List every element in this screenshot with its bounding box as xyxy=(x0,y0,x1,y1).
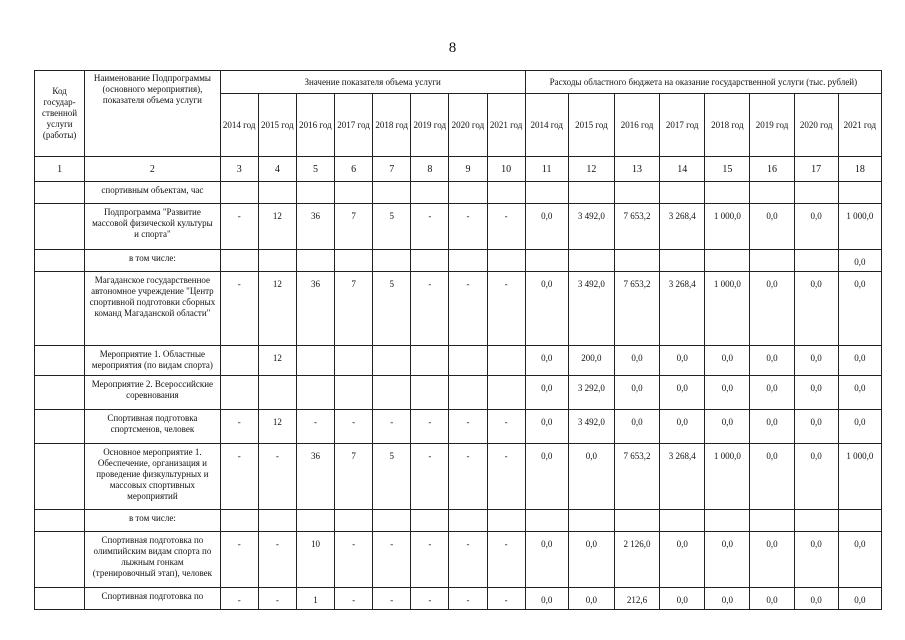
cell-indicator: - xyxy=(487,272,525,346)
cell-indicator xyxy=(449,510,487,532)
cell-expense: 0,0 xyxy=(660,588,705,610)
column-number: 9 xyxy=(449,157,487,182)
cell-indicator xyxy=(487,182,525,204)
cell-expense: 7 653,2 xyxy=(614,204,659,250)
cell-indicator xyxy=(335,346,373,376)
cell-indicator: - xyxy=(411,588,449,610)
cell-expense: 0,0 xyxy=(794,444,838,510)
cell-indicator: - xyxy=(220,204,258,250)
cell-code xyxy=(35,588,85,610)
cell-indicator xyxy=(296,250,334,272)
cell-indicator xyxy=(373,376,411,410)
cell-indicator xyxy=(373,510,411,532)
cell-indicator xyxy=(220,250,258,272)
cell-indicator xyxy=(487,346,525,376)
cell-expense: 0,0 xyxy=(660,410,705,444)
cell-expense: 0,0 xyxy=(525,272,568,346)
cell-expense: 0,0 xyxy=(838,376,881,410)
cell-expense xyxy=(525,182,568,204)
cell-indicator xyxy=(449,376,487,410)
cell-expense xyxy=(838,182,881,204)
header-exp-year: 2016 год xyxy=(614,94,659,157)
cell-expense: 0,0 xyxy=(838,532,881,588)
cell-indicator: - xyxy=(487,588,525,610)
cell-indicator xyxy=(258,182,296,204)
cell-name: Основное мероприятие 1. Обеспечение, организация и проведение физкультурных и массовых спортивных мероприятий xyxy=(85,444,220,510)
header-ind-year: 2015 год xyxy=(258,94,296,157)
cell-code xyxy=(35,204,85,250)
cell-indicator: 1 xyxy=(296,588,334,610)
cell-name: Мероприятие 2. Всероссийские соревнования xyxy=(85,376,220,410)
cell-indicator: - xyxy=(220,410,258,444)
cell-expense: 0,0 xyxy=(838,346,881,376)
column-number: 2 xyxy=(85,157,220,182)
cell-name: Спортивная подготовка по xyxy=(85,588,220,610)
column-number-row xyxy=(35,157,882,182)
table-row xyxy=(35,588,882,610)
cell-expense: 0,0 xyxy=(660,346,705,376)
column-number: 17 xyxy=(794,157,838,182)
cell-indicator: 12 xyxy=(258,204,296,250)
column-number: 11 xyxy=(525,157,568,182)
cell-name: Подпрограмма "Развитие массовой физической культуры и спорта" xyxy=(85,204,220,250)
header-ind-year: 2017 год xyxy=(335,94,373,157)
cell-indicator xyxy=(487,376,525,410)
cell-indicator: - xyxy=(411,444,449,510)
cell-expense: 3 268,4 xyxy=(660,444,705,510)
cell-indicator: - xyxy=(449,588,487,610)
table-row xyxy=(35,182,882,204)
cell-indicator: - xyxy=(335,588,373,610)
cell-expense: 3 492,0 xyxy=(568,272,614,346)
cell-expense: 0,0 xyxy=(750,444,794,510)
cell-indicator xyxy=(411,346,449,376)
cell-expense xyxy=(705,250,750,272)
cell-indicator: 5 xyxy=(373,204,411,250)
cell-indicator: 5 xyxy=(373,444,411,510)
cell-expense: 0,0 xyxy=(750,204,794,250)
table-row xyxy=(35,510,882,532)
cell-expense: 0,0 xyxy=(660,376,705,410)
cell-indicator: 7 xyxy=(335,444,373,510)
cell-expense: 0,0 xyxy=(568,444,614,510)
cell-expense: 0,0 xyxy=(838,272,881,346)
cell-expense: 0,0 xyxy=(794,204,838,250)
cell-indicator: - xyxy=(449,444,487,510)
cell-code xyxy=(35,410,85,444)
cell-indicator xyxy=(258,510,296,532)
column-number: 1 xyxy=(35,157,85,182)
cell-indicator xyxy=(296,182,334,204)
cell-indicator: - xyxy=(487,410,525,444)
cell-code xyxy=(35,444,85,510)
cell-expense xyxy=(794,250,838,272)
cell-expense: 200,0 xyxy=(568,346,614,376)
cell-name: Мероприятие 1. Областные мероприятия (по видам спорта) xyxy=(85,346,220,376)
cell-indicator: - xyxy=(411,272,449,346)
cell-expense: 212,6 xyxy=(614,588,659,610)
cell-name: Спортивная подготовка спортсменов, человек xyxy=(85,410,220,444)
cell-expense xyxy=(705,510,750,532)
cell-indicator xyxy=(373,182,411,204)
cell-expense xyxy=(838,510,881,532)
cell-indicator xyxy=(220,182,258,204)
cell-expense: 0,0 xyxy=(525,588,568,610)
table-row xyxy=(35,346,882,376)
header-name: Наименование Подпрограммы (основного мероприятия), показателя объема услуги xyxy=(85,71,220,157)
cell-indicator: 10 xyxy=(296,532,334,588)
cell-expense: 0,0 xyxy=(794,272,838,346)
cell-code xyxy=(35,250,85,272)
cell-indicator xyxy=(258,250,296,272)
column-number: 10 xyxy=(487,157,525,182)
cell-indicator: - xyxy=(335,410,373,444)
header-indicator-group: Значение показателя объема услуги xyxy=(220,71,525,94)
page-number: 8 xyxy=(448,40,457,56)
cell-expense: 0,0 xyxy=(750,272,794,346)
cell-indicator: - xyxy=(487,532,525,588)
cell-expense xyxy=(614,182,659,204)
cell-expense: 2 126,0 xyxy=(614,532,659,588)
cell-indicator: 5 xyxy=(373,272,411,346)
cell-expense xyxy=(750,182,794,204)
cell-expense: 0,0 xyxy=(525,410,568,444)
table-row xyxy=(35,444,882,510)
cell-expense xyxy=(614,510,659,532)
cell-expense: 1 000,0 xyxy=(838,204,881,250)
cell-expense xyxy=(660,250,705,272)
column-number: 3 xyxy=(220,157,258,182)
column-number: 13 xyxy=(614,157,659,182)
cell-indicator: 36 xyxy=(296,272,334,346)
cell-expense: 3 292,0 xyxy=(568,376,614,410)
cell-code xyxy=(35,376,85,410)
cell-expense: 0,0 xyxy=(705,376,750,410)
cell-expense xyxy=(568,182,614,204)
cell-indicator: 12 xyxy=(258,272,296,346)
cell-expense: 1 000,0 xyxy=(705,272,750,346)
cell-expense: 0,0 xyxy=(838,410,881,444)
cell-expense: 3 492,0 xyxy=(568,204,614,250)
cell-expense: 7 653,2 xyxy=(614,272,659,346)
cell-indicator: - xyxy=(220,272,258,346)
column-number: 14 xyxy=(660,157,705,182)
cell-expense: 0,0 xyxy=(525,444,568,510)
cell-expense: 0,0 xyxy=(614,376,659,410)
cell-expense: 0,0 xyxy=(705,410,750,444)
header-exp-year: 2019 год xyxy=(750,94,794,157)
cell-expense: 1 000,0 xyxy=(705,204,750,250)
cell-name: спортивным объектам, час xyxy=(85,182,220,204)
header-exp-year: 2014 год xyxy=(525,94,568,157)
cell-indicator: - xyxy=(487,444,525,510)
cell-indicator xyxy=(335,182,373,204)
cell-expense: 1 000,0 xyxy=(705,444,750,510)
cell-indicator xyxy=(373,346,411,376)
cell-indicator xyxy=(335,510,373,532)
cell-indicator xyxy=(296,346,334,376)
cell-name: в том числе: xyxy=(85,510,220,532)
cell-expense: 0,0 xyxy=(794,588,838,610)
header-ind-year: 2014 год xyxy=(220,94,258,157)
cell-indicator xyxy=(296,376,334,410)
cell-expense: 1 000,0 xyxy=(838,444,881,510)
cell-indicator: - xyxy=(411,204,449,250)
cell-indicator: - xyxy=(258,532,296,588)
column-number: 7 xyxy=(373,157,411,182)
cell-expense: 0,0 xyxy=(750,376,794,410)
cell-expense: 0,0 xyxy=(838,250,881,272)
cell-code xyxy=(35,532,85,588)
cell-indicator: - xyxy=(220,532,258,588)
column-number: 12 xyxy=(568,157,614,182)
cell-expense: 0,0 xyxy=(660,532,705,588)
cell-expense xyxy=(568,250,614,272)
cell-indicator xyxy=(449,182,487,204)
cell-expense: 0,0 xyxy=(614,410,659,444)
cell-indicator: - xyxy=(487,204,525,250)
cell-expense: 0,0 xyxy=(838,588,881,610)
cell-indicator xyxy=(487,510,525,532)
cell-indicator: - xyxy=(373,588,411,610)
cell-indicator: 36 xyxy=(296,444,334,510)
cell-indicator xyxy=(220,346,258,376)
cell-indicator xyxy=(373,250,411,272)
header-expense-group: Расходы областного бюджета на оказание государственной услуги (тыс. рублей) xyxy=(525,71,881,94)
cell-expense: 0,0 xyxy=(705,588,750,610)
cell-indicator: - xyxy=(220,444,258,510)
header-exp-year: 2015 год xyxy=(568,94,614,157)
table-row xyxy=(35,376,882,410)
cell-expense: 0,0 xyxy=(525,204,568,250)
cell-code xyxy=(35,182,85,204)
cell-expense: 0,0 xyxy=(525,532,568,588)
cell-indicator xyxy=(258,376,296,410)
cell-indicator: 7 xyxy=(335,272,373,346)
cell-expense xyxy=(525,510,568,532)
column-number: 18 xyxy=(838,157,881,182)
cell-name: в том числе: xyxy=(85,250,220,272)
cell-expense: 3 268,4 xyxy=(660,272,705,346)
cell-expense xyxy=(750,510,794,532)
cell-expense xyxy=(568,510,614,532)
cell-indicator xyxy=(449,250,487,272)
table-row xyxy=(35,410,882,444)
cell-indicator xyxy=(220,376,258,410)
header-exp-year: 2018 год xyxy=(705,94,750,157)
header-exp-year: 2017 год xyxy=(660,94,705,157)
cell-indicator: - xyxy=(411,410,449,444)
cell-indicator xyxy=(411,250,449,272)
cell-indicator xyxy=(449,346,487,376)
header-ind-year: 2016 год xyxy=(296,94,334,157)
header-ind-year: 2020 год xyxy=(449,94,487,157)
cell-indicator: - xyxy=(411,532,449,588)
cell-expense xyxy=(705,182,750,204)
cell-expense: 0,0 xyxy=(794,532,838,588)
cell-indicator: 12 xyxy=(258,410,296,444)
cell-expense: 0,0 xyxy=(794,410,838,444)
cell-code xyxy=(35,510,85,532)
cell-indicator: 12 xyxy=(258,346,296,376)
header-ind-year: 2018 год xyxy=(373,94,411,157)
cell-code xyxy=(35,346,85,376)
cell-expense: 0,0 xyxy=(750,532,794,588)
cell-expense: 0,0 xyxy=(525,376,568,410)
cell-indicator: - xyxy=(373,410,411,444)
cell-indicator xyxy=(335,250,373,272)
table-row xyxy=(35,250,882,272)
table-row xyxy=(35,272,882,346)
cell-expense: 0,0 xyxy=(794,346,838,376)
cell-expense xyxy=(750,250,794,272)
table-row xyxy=(35,532,882,588)
cell-indicator: - xyxy=(449,410,487,444)
cell-indicator: 36 xyxy=(296,204,334,250)
cell-expense: 0,0 xyxy=(705,346,750,376)
cell-expense xyxy=(794,182,838,204)
cell-expense xyxy=(525,250,568,272)
table-row xyxy=(35,204,882,250)
cell-indicator: - xyxy=(449,204,487,250)
cell-name: Магаданское государственное автономное учреждение "Центр спортивной подготовки сборных команд Магаданской области" xyxy=(85,272,220,346)
cell-expense: 3 268,4 xyxy=(660,204,705,250)
cell-expense: 0,0 xyxy=(794,376,838,410)
cell-expense xyxy=(660,182,705,204)
budget-table xyxy=(34,70,882,610)
cell-name: Спортивная подготовка по олимпийским видам спорта по лыжным гонкам (тренировочный этап), человек xyxy=(85,532,220,588)
cell-indicator xyxy=(411,376,449,410)
cell-indicator xyxy=(220,510,258,532)
column-number: 8 xyxy=(411,157,449,182)
cell-indicator xyxy=(296,510,334,532)
cell-indicator: - xyxy=(449,272,487,346)
cell-indicator xyxy=(411,182,449,204)
cell-expense: 0,0 xyxy=(568,588,614,610)
cell-expense xyxy=(794,510,838,532)
cell-indicator: - xyxy=(258,444,296,510)
cell-expense: 0,0 xyxy=(525,346,568,376)
cell-expense: 0,0 xyxy=(750,588,794,610)
cell-indicator xyxy=(411,510,449,532)
column-number: 5 xyxy=(296,157,334,182)
cell-code xyxy=(35,272,85,346)
cell-indicator: 7 xyxy=(335,204,373,250)
header-code: Код государ-ственной услуги (работы) xyxy=(35,71,85,157)
cell-expense xyxy=(660,510,705,532)
cell-expense: 0,0 xyxy=(614,346,659,376)
cell-indicator: - xyxy=(296,410,334,444)
cell-indicator: - xyxy=(258,588,296,610)
column-number: 16 xyxy=(750,157,794,182)
cell-expense: 0,0 xyxy=(750,346,794,376)
column-number: 4 xyxy=(258,157,296,182)
cell-indicator xyxy=(487,250,525,272)
cell-indicator xyxy=(335,376,373,410)
cell-expense xyxy=(614,250,659,272)
cell-expense: 3 492,0 xyxy=(568,410,614,444)
cell-expense: 0,0 xyxy=(568,532,614,588)
cell-expense: 7 653,2 xyxy=(614,444,659,510)
header-exp-year: 2020 год xyxy=(794,94,838,157)
column-number: 15 xyxy=(705,157,750,182)
cell-indicator: - xyxy=(373,532,411,588)
cell-indicator: - xyxy=(220,588,258,610)
header-ind-year: 2021 год xyxy=(487,94,525,157)
header-exp-year: 2021 год xyxy=(838,94,881,157)
cell-indicator: - xyxy=(449,532,487,588)
column-number: 6 xyxy=(335,157,373,182)
cell-expense: 0,0 xyxy=(705,532,750,588)
cell-expense: 0,0 xyxy=(750,410,794,444)
cell-indicator: - xyxy=(335,532,373,588)
header-ind-year: 2019 год xyxy=(411,94,449,157)
